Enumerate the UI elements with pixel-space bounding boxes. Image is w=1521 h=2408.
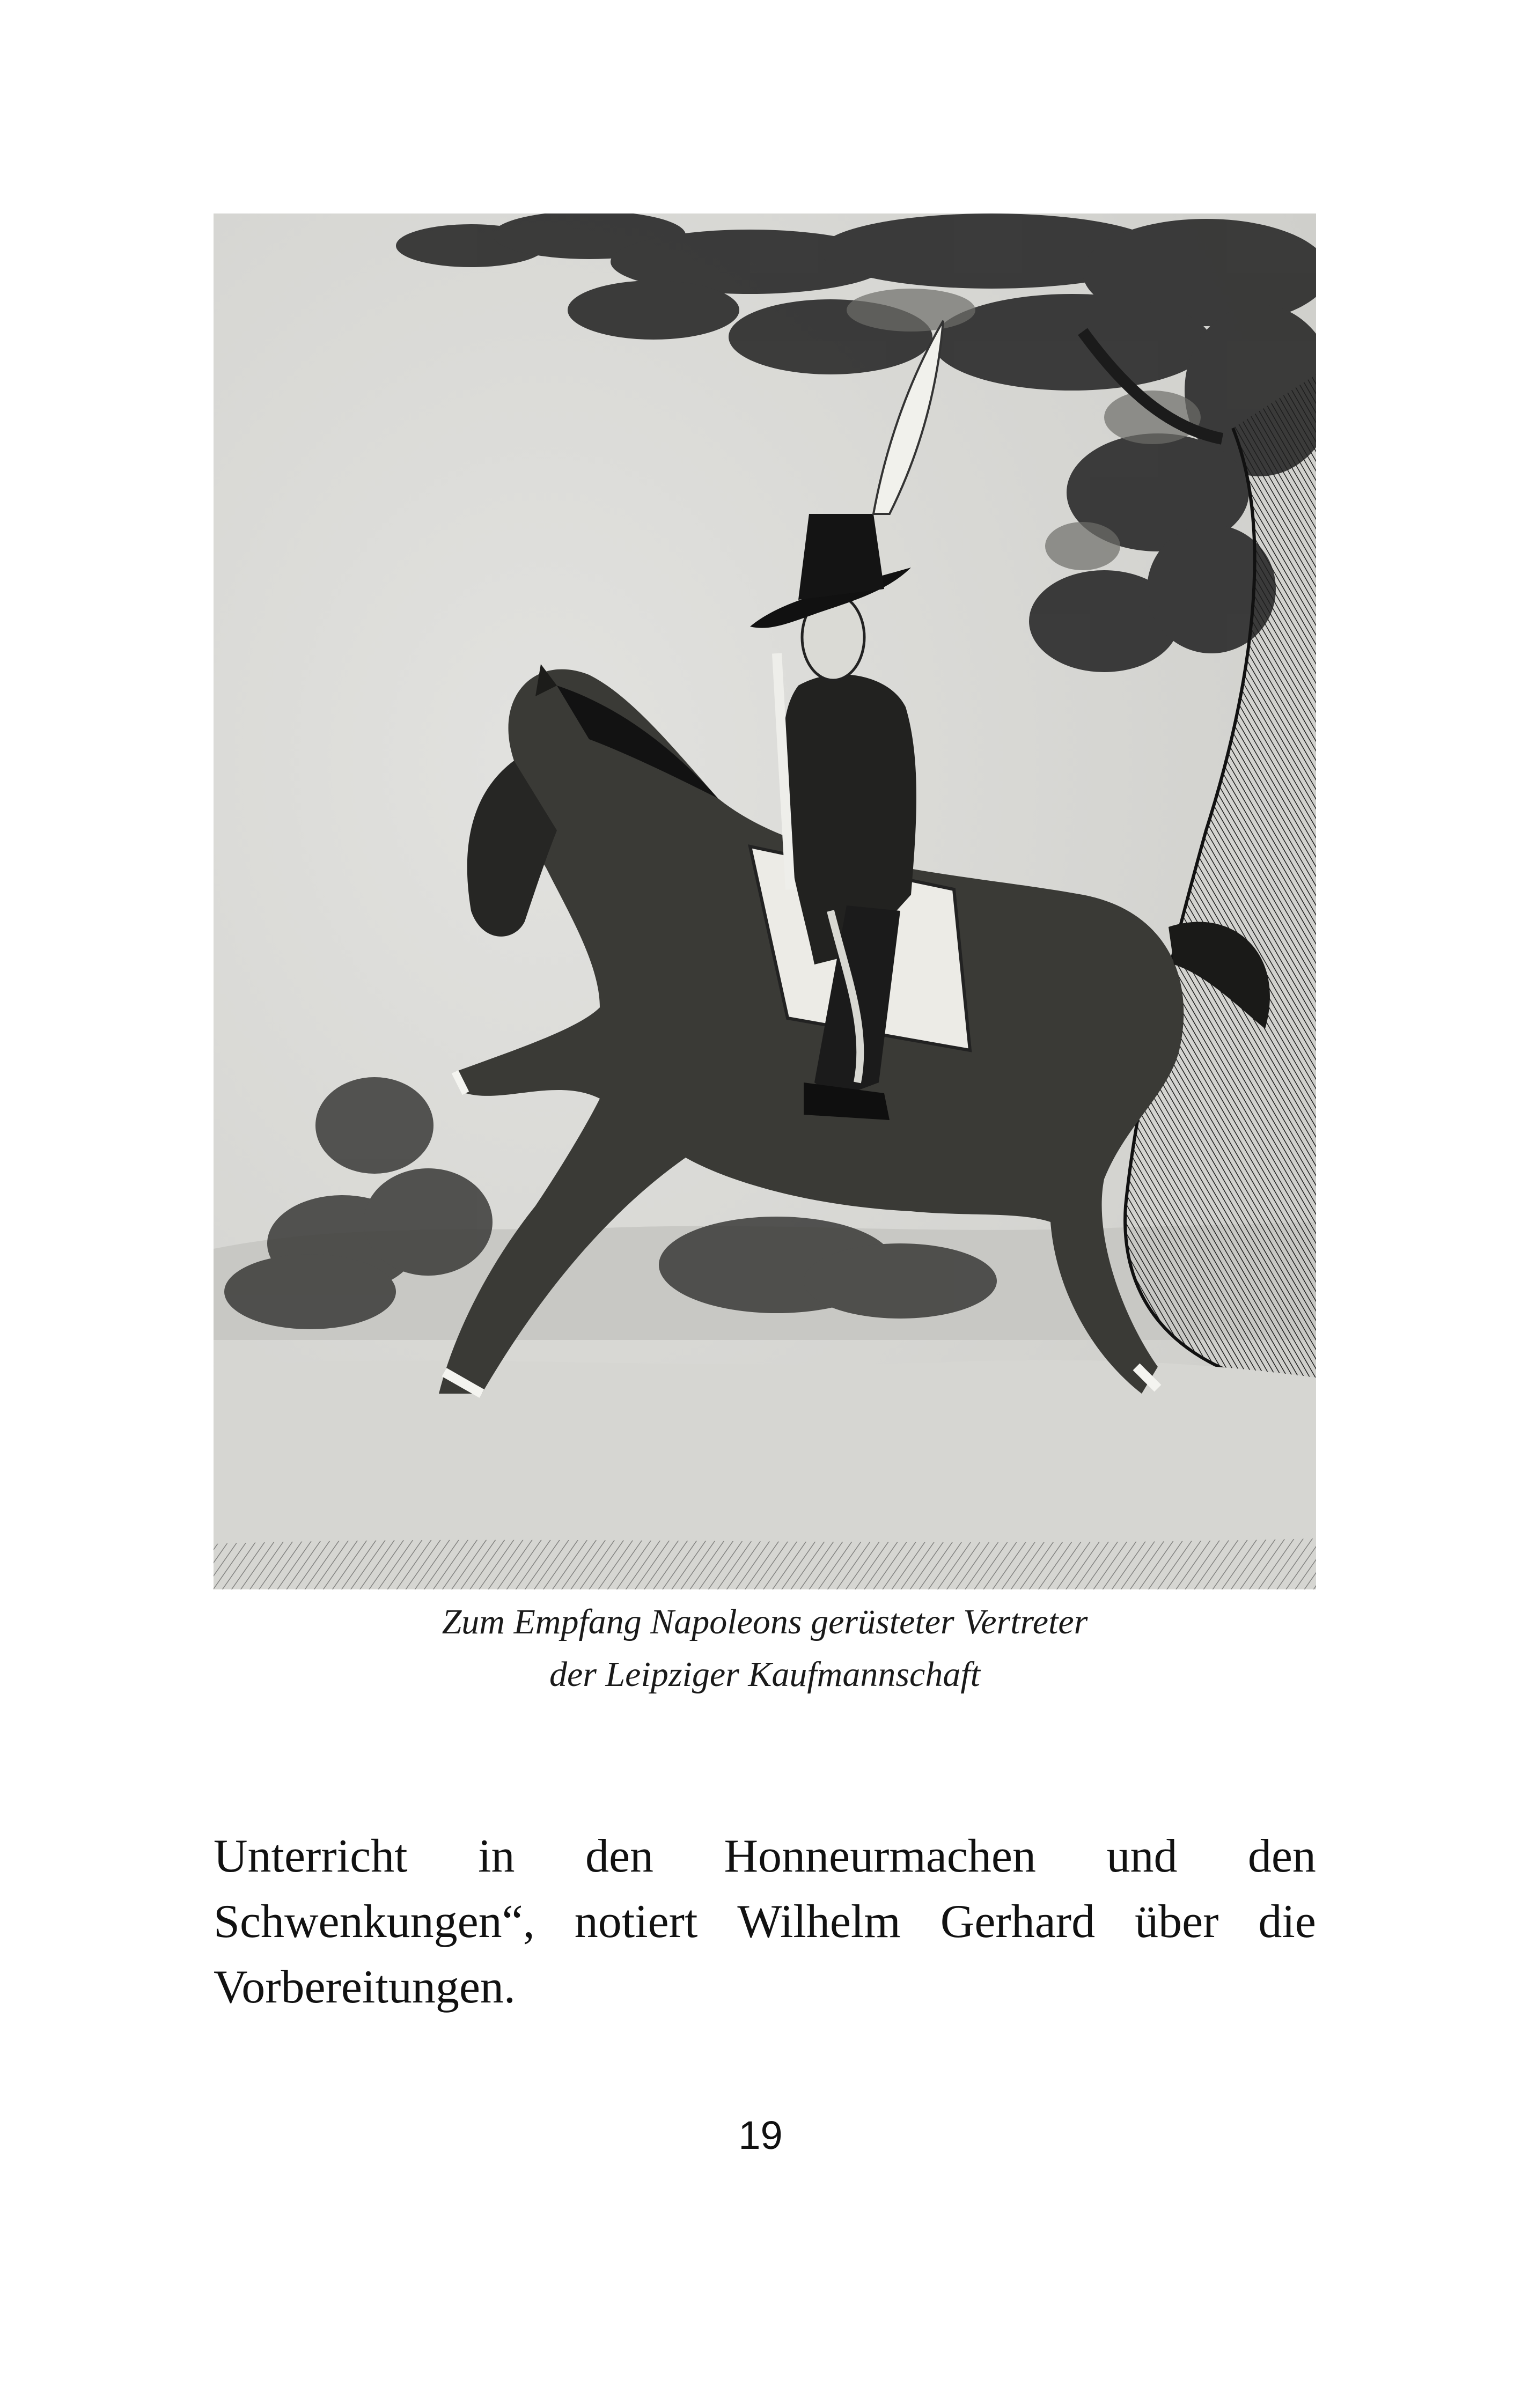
- caption-line-2: der Leipziger Kaufmannschaft: [549, 1655, 980, 1694]
- engraving-horseman-icon: [214, 213, 1316, 1589]
- body-line-1: [214, 1824, 1316, 1889]
- word: Wilhelm: [737, 1896, 901, 1948]
- word: Schwenkungen“,: [214, 1896, 535, 1948]
- word: Unterricht: [214, 1830, 408, 1882]
- body-paragraph: [214, 1824, 1316, 2020]
- word: den: [1247, 1830, 1316, 1882]
- word: und: [1106, 1830, 1178, 1882]
- caption-line-1: Zum Empfang Napoleons gerüsteter Vertreter: [442, 1602, 1088, 1641]
- body-line-2: [214, 1889, 1316, 1955]
- word: über: [1135, 1896, 1219, 1948]
- word: in: [478, 1830, 515, 1882]
- word: den: [585, 1830, 654, 1882]
- page-number: 19: [738, 2113, 783, 2157]
- figure-caption: [214, 1596, 1316, 1701]
- word: Honneurmachen: [724, 1830, 1036, 1882]
- word: notiert: [574, 1896, 698, 1948]
- body-line-3: [214, 1955, 1316, 2020]
- engraving-image: [214, 213, 1316, 1589]
- word: Vorbereitungen.: [214, 1961, 516, 2013]
- word: Gerhard: [940, 1896, 1096, 1948]
- word: die: [1258, 1896, 1316, 1948]
